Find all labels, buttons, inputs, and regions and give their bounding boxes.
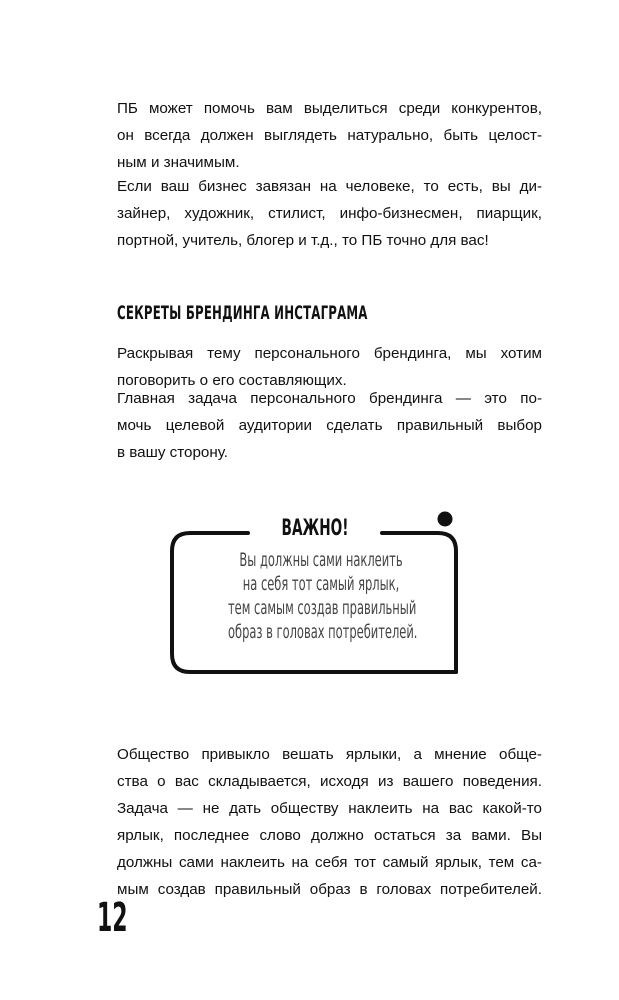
bullet-dot-icon — [438, 512, 453, 527]
callout-body — [171, 549, 471, 645]
callout-line: Вы должны сами наклеить — [239, 550, 403, 571]
callout-line: тем самым создав правильный — [228, 598, 417, 619]
text-line: Раскрывая тему персонального брендинга, мы хотим — [117, 345, 542, 362]
text-line: ПБ может помочь вам выделиться среди конкурентов, — [117, 100, 542, 117]
text-line: ным и значимым. — [117, 154, 240, 171]
text-line: портной, учитель, блогер и т.д., то ПБ точно для вас! — [117, 232, 489, 249]
text-line: поговорить о его составляющих. — [117, 372, 347, 389]
callout-line: на себя тот самый ярлык, — [242, 574, 400, 595]
section-heading: СЕКРЕТЫ БРЕНДИНГА ИНСТАГРАМА — [117, 302, 368, 324]
text-line: в вашу сторону. — [117, 444, 229, 461]
text-line: Общество привыкло вешать ярлыки, а мнение обще- — [117, 746, 542, 763]
text-line: ярлык, последнее слово должно остаться за вами. Вы — [117, 827, 542, 844]
text-line: ства о вас складывается, исходя из вашего поведения. — [117, 773, 542, 790]
paragraph-audience — [117, 173, 542, 254]
text-line: Если ваш бизнес завязан на человеке, то есть, вы ди- — [117, 178, 542, 195]
callout-title: ВАЖНО! — [281, 516, 349, 541]
text-line: Главная задача персонального брендинга — это по- — [117, 390, 542, 407]
text-line: должны сами наклеить на себя тот самый ярлык, тем са- — [117, 854, 542, 871]
text-line: зайнер, художник, стилист, инфо-бизнесмен, пиарщик, — [117, 205, 542, 222]
paragraph-intro — [117, 95, 542, 176]
text-line: мочь целевой аудитории сделать правильный выбор — [117, 417, 542, 434]
paragraph-main-task — [117, 385, 542, 466]
text-line: он всегда должен выглядеть натурально, быть целост- — [117, 127, 542, 144]
callout-line: образ в головах потребителей. — [228, 622, 418, 643]
text-line: мым создав правильный образ в головах потребителей. — [117, 881, 542, 898]
paragraph-labels — [117, 741, 542, 903]
page-number: 12 — [97, 895, 128, 941]
text-line: Задача — не дать обществу наклеить на вас какой-то — [117, 800, 542, 817]
